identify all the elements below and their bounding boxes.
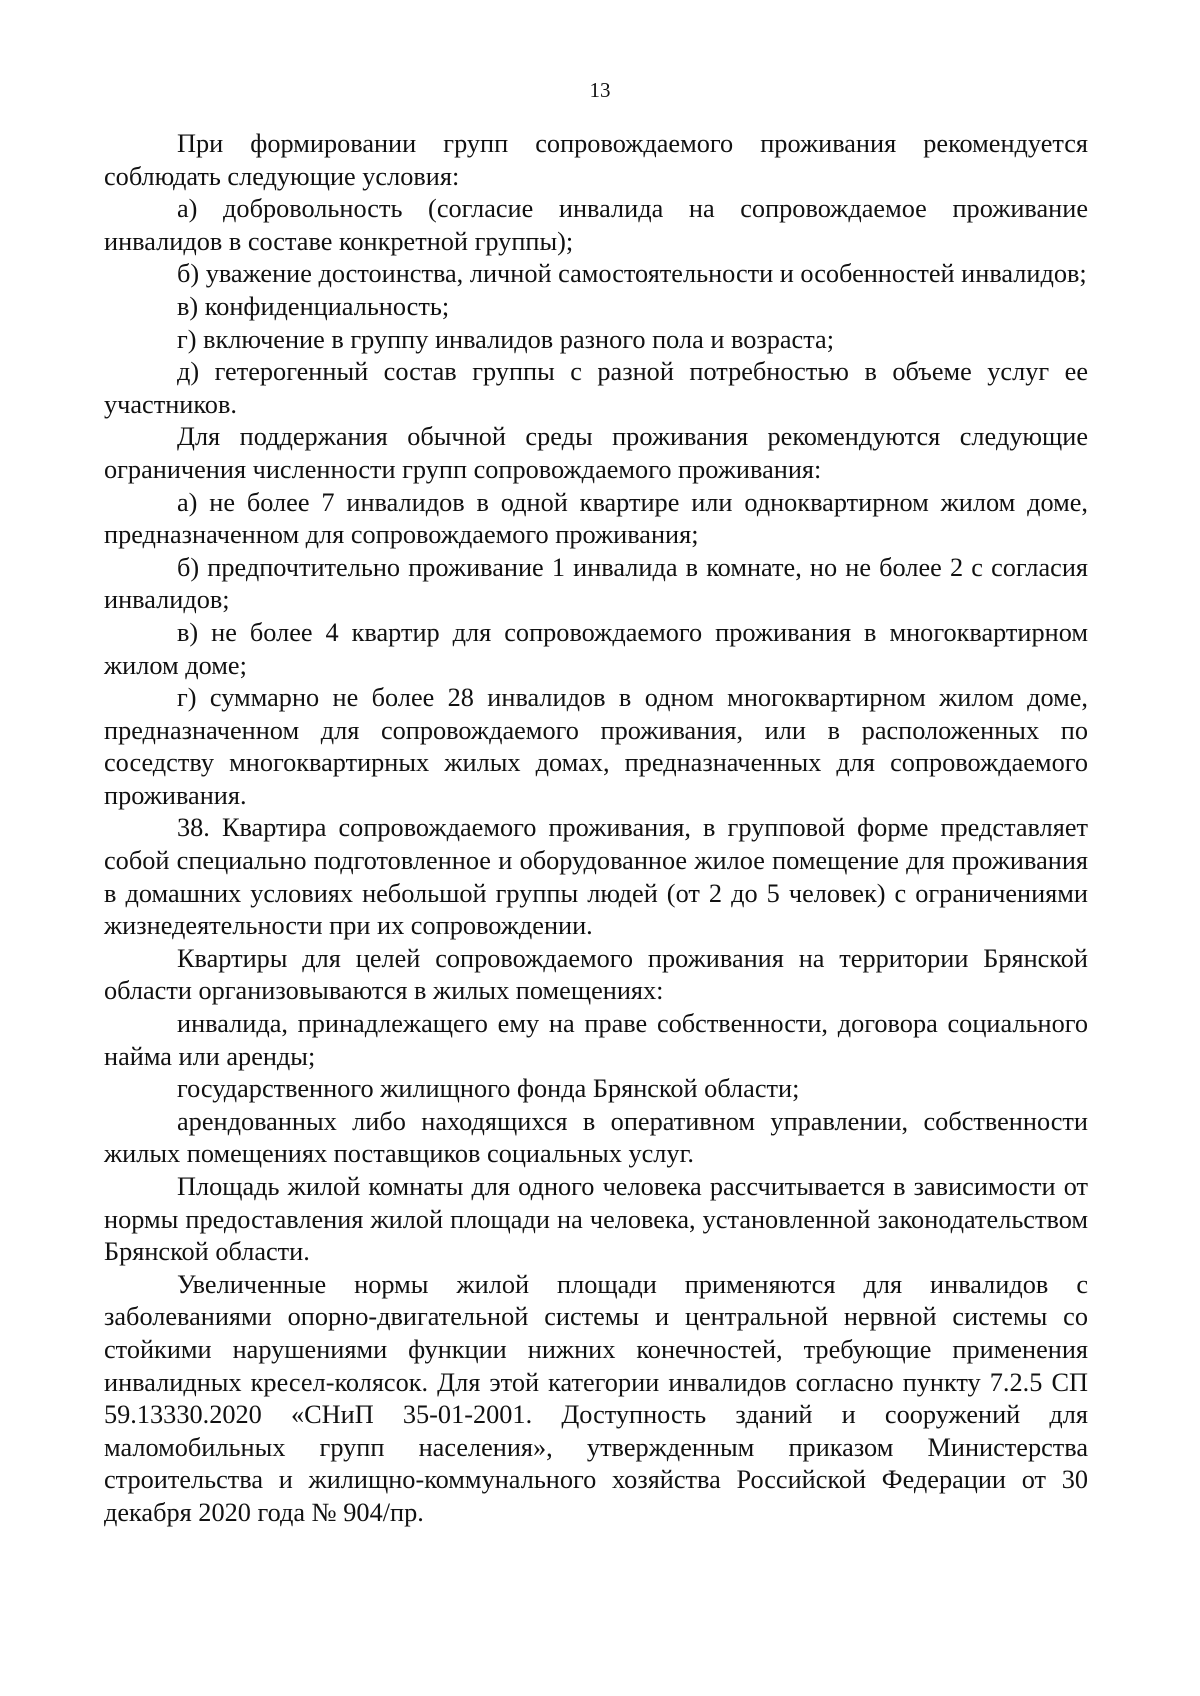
paragraph-limit-v: в) не более 4 квартир для сопровождаемого проживания в многоквартирном жилом доме; [104, 617, 1088, 680]
paragraph-condition-v: в) конфиденциальность; [177, 291, 450, 321]
paragraph-item-38: 38. Квартира сопровождаемого проживания, в групповой форме представляет собой специально подготовленное и оборудованное жилое помещение для проживания в домашних условиях небольшой группы людей (от 2 до 5 человек) с ограничениями жизнедеятельности при их сопровождении. [104, 813, 1088, 941]
paragraph-room-area: Площадь жилой комнаты для одного человека рассчитывается в зависимости от нормы предоставления жилой площади на человека, установленной законодательством Брянской области. [104, 1172, 1088, 1267]
page-number: 13 [589, 78, 611, 102]
paragraph-apartments-intro: Квартиры для целей сопровождаемого проживания на территории Брянской области организовываются в жилых помещениях: [104, 943, 1088, 1006]
paragraph-apartments-owner: инвалида, принадлежащего ему на праве собственности, договора социального найма или аренды; [104, 1009, 1088, 1071]
paragraph-intro-conditions: При формировании групп сопровождаемого проживания рекомендуется соблюдать следующие условия: [104, 129, 1088, 191]
paragraph-intro-limits: Для поддержания обычной среды проживания рекомендуются следующие ограничения численности групп сопровождаемого проживания: [104, 422, 1088, 484]
paragraph-condition-g: г) включение в группу инвалидов разного пола и возраста; [177, 324, 835, 354]
paragraph-condition-a: а) добровольность (согласие инвалида на сопровождаемое проживание инвалидов в составе конкретной группы); [104, 194, 1088, 256]
paragraph-limit-b: б) предпочтительно проживание 1 инвалида в комнате, но не более 2 с согласия инвалидов; [104, 552, 1088, 615]
paragraph-apartments-rented: арендованных либо находящихся в оперативном управлении, собственности жилых помещениях поставщиков социальных услуг. [104, 1106, 1088, 1169]
paragraph-condition-b: б) уважение достоинства, личной самостоятельности и особенностей инвалидов; [177, 259, 1087, 289]
paragraph-limit-a: а) не более 7 инвалидов в одной квартире или одноквартирном жилом доме, предназначенном для сопровождаемого проживания; [104, 487, 1088, 550]
document-body [104, 128, 1088, 1530]
paragraph-condition-d: д) гетерогенный состав группы с разной потребностью в объеме услуг ее участников. [104, 357, 1088, 419]
paragraph-limit-g: г) суммарно не более 28 инвалидов в одном многоквартирном жилом доме, предназначенном для сопровождаемого проживания, или в расположенных по соседству многоквартирных жилых домах, предназначенных для сопровождаемого проживания. [104, 683, 1088, 810]
paragraph-apartments-state-fund: государственного жилищного фонда Брянской области; [177, 1074, 800, 1104]
paragraph-increased-norms: Увеличенные нормы жилой площади применяются для инвалидов с заболеваниями опорно-двигательной системы и центральной нервной системы со стойкими нарушениями функции нижних конечностей, требующие применения инвалидных кресел-колясок. Для этой категории инвалидов согласно пункту 7.2.5 СП 59.13330.2020 «СНиП 35-01-2001. Доступность зданий и сооружений для маломобильных групп населения», утвержденным приказом Министерства строительства и жилищно-коммунального хозяйства Российской Федерации от 30 декабря 2020 года № 904/пр. [104, 1269, 1088, 1527]
